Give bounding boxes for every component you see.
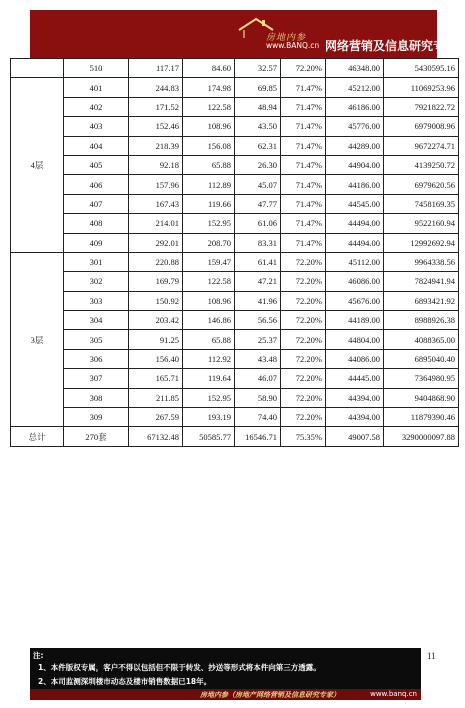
unit-cell: 308: [64, 388, 129, 407]
value-cell: 11879390.46: [384, 408, 459, 427]
value-cell: 112.89: [183, 175, 235, 194]
value-cell: 12992692.94: [384, 233, 459, 252]
unit-cell: 307: [64, 369, 129, 388]
value-cell: 32.57: [235, 59, 281, 78]
value-cell: 44545.00: [326, 194, 384, 213]
value-cell: 267.59: [129, 408, 183, 427]
value-cell: 46086.00: [326, 272, 384, 291]
value-cell: 122.58: [183, 97, 235, 116]
total-value-cell: 3290000097.88: [384, 427, 459, 446]
table-row: [11, 233, 459, 252]
value-cell: 83.31: [235, 233, 281, 252]
value-cell: 26.30: [235, 155, 281, 174]
table-row: [11, 252, 459, 271]
value-cell: 214.01: [129, 214, 183, 233]
table-row: [11, 408, 459, 427]
value-cell: 218.39: [129, 136, 183, 155]
value-cell: 174.98: [183, 78, 235, 97]
unit-cell: 406: [64, 175, 129, 194]
value-cell: 44445.00: [326, 369, 384, 388]
page-header: [30, 10, 458, 58]
value-cell: 4139250.72: [384, 155, 459, 174]
value-cell: 44804.00: [326, 330, 384, 349]
value-cell: 45676.00: [326, 291, 384, 310]
value-cell: 156.40: [129, 349, 183, 368]
value-cell: 48.94: [235, 97, 281, 116]
unit-cell: 301: [64, 252, 129, 271]
value-cell: 47.21: [235, 272, 281, 291]
value-cell: 5430595.16: [384, 59, 459, 78]
value-cell: 108.96: [183, 291, 235, 310]
value-cell: 167.43: [129, 194, 183, 213]
value-cell: 6893421.92: [384, 291, 459, 310]
value-cell: 71.47%: [281, 78, 326, 97]
footer-notes: [30, 648, 421, 700]
value-cell: 61.06: [235, 214, 281, 233]
value-cell: 6895040.40: [384, 349, 459, 368]
value-cell: 46348.00: [326, 59, 384, 78]
value-cell: 193.19: [183, 408, 235, 427]
value-cell: 169.79: [129, 272, 183, 291]
value-cell: 7364980.95: [384, 369, 459, 388]
table-row: [11, 388, 459, 407]
unit-cell: 407: [64, 194, 129, 213]
page-number: 11: [427, 651, 436, 661]
logo-text: 房地内参: [266, 32, 307, 42]
value-cell: 122.58: [183, 272, 235, 291]
value-cell: 171.52: [129, 97, 183, 116]
value-cell: 208.70: [183, 233, 235, 252]
value-cell: 117.17: [129, 59, 183, 78]
value-cell: 150.92: [129, 291, 183, 310]
unit-cell: 303: [64, 291, 129, 310]
value-cell: 152.95: [183, 388, 235, 407]
value-cell: 44394.00: [326, 408, 384, 427]
value-cell: 71.47%: [281, 214, 326, 233]
value-cell: 43.48: [235, 349, 281, 368]
value-cell: 56.56: [235, 311, 281, 330]
value-cell: 152.46: [129, 117, 183, 136]
value-cell: 8988926.38: [384, 311, 459, 330]
total-value-cell: 50585.77: [183, 427, 235, 446]
value-cell: 6979620.56: [384, 175, 459, 194]
value-cell: 69.85: [235, 78, 281, 97]
unit-cell: 305: [64, 330, 129, 349]
value-cell: 11069253.96: [384, 78, 459, 97]
value-cell: 9522160.94: [384, 214, 459, 233]
unit-cell: 405: [64, 155, 129, 174]
table-row: [11, 349, 459, 368]
total-value-cell: 49007.58: [326, 427, 384, 446]
value-cell: 43.50: [235, 117, 281, 136]
unit-cell: 408: [64, 214, 129, 233]
table-row: [11, 272, 459, 291]
value-cell: 44494.00: [326, 233, 384, 252]
value-cell: 61.41: [235, 252, 281, 271]
value-cell: 44086.00: [326, 349, 384, 368]
unit-cell: 309: [64, 408, 129, 427]
value-cell: 220.88: [129, 252, 183, 271]
value-cell: 65.88: [183, 330, 235, 349]
unit-cell: 306: [64, 349, 129, 368]
table-row: [11, 175, 459, 194]
value-cell: 72.20%: [281, 59, 326, 78]
total-units: 270套: [64, 427, 129, 446]
value-cell: 71.47%: [281, 136, 326, 155]
value-cell: 71.47%: [281, 155, 326, 174]
value-cell: 41.96: [235, 291, 281, 310]
value-cell: 44189.00: [326, 311, 384, 330]
value-cell: 9964338.56: [384, 252, 459, 271]
floor-cell: [11, 59, 64, 78]
total-value-cell: 67132.48: [129, 427, 183, 446]
unit-cell: 409: [64, 233, 129, 252]
value-cell: 157.96: [129, 175, 183, 194]
value-cell: 6979008.96: [384, 117, 459, 136]
table-row: [11, 194, 459, 213]
value-cell: 244.83: [129, 78, 183, 97]
floor-cell: 3层: [11, 252, 64, 427]
unit-cell: 510: [64, 59, 129, 78]
value-cell: 119.66: [183, 194, 235, 213]
unit-cell: 302: [64, 272, 129, 291]
value-cell: 7824941.94: [384, 272, 459, 291]
value-cell: 44394.00: [326, 388, 384, 407]
value-cell: 46.07: [235, 369, 281, 388]
table-row: [11, 117, 459, 136]
value-cell: 211.85: [129, 388, 183, 407]
value-cell: 7921822.72: [384, 97, 459, 116]
table-row: [11, 214, 459, 233]
unit-cell: 401: [64, 78, 129, 97]
value-cell: 146.86: [183, 311, 235, 330]
note-label: 注:: [33, 651, 44, 660]
unit-cell: 403: [64, 117, 129, 136]
value-cell: 92.18: [129, 155, 183, 174]
value-cell: 203.42: [129, 311, 183, 330]
value-cell: 44186.00: [326, 175, 384, 194]
value-cell: 44494.00: [326, 214, 384, 233]
value-cell: 72.20%: [281, 291, 326, 310]
value-cell: 71.47%: [281, 117, 326, 136]
total-value-cell: 16546.71: [235, 427, 281, 446]
value-cell: 62.31: [235, 136, 281, 155]
value-cell: 91.25: [129, 330, 183, 349]
logo-url: www.BANQ.cn: [266, 41, 320, 50]
value-cell: 65.88: [183, 155, 235, 174]
sales-table: [10, 58, 459, 447]
floor-cell: 4层: [11, 78, 64, 253]
footer-url: www.banq.cn: [370, 690, 417, 698]
table-row: [11, 136, 459, 155]
table-row: [11, 311, 459, 330]
value-cell: 45.07: [235, 175, 281, 194]
value-cell: 72.20%: [281, 252, 326, 271]
value-cell: 25.37: [235, 330, 281, 349]
value-cell: 72.20%: [281, 408, 326, 427]
table-row: [11, 97, 459, 116]
value-cell: 58.90: [235, 388, 281, 407]
value-cell: 72.20%: [281, 311, 326, 330]
table-body: [11, 59, 459, 447]
value-cell: 45112.00: [326, 252, 384, 271]
table-row: [11, 59, 459, 78]
value-cell: 46186.00: [326, 97, 384, 116]
unit-cell: 404: [64, 136, 129, 155]
value-cell: 44289.00: [326, 136, 384, 155]
value-cell: 165.71: [129, 369, 183, 388]
header-title: 网络营销及信息研究专家: [325, 39, 458, 53]
total-value-cell: 75.35%: [281, 427, 326, 446]
value-cell: 72.20%: [281, 369, 326, 388]
value-cell: 119.64: [183, 369, 235, 388]
value-cell: 84.60: [183, 59, 235, 78]
total-label: 总计: [11, 427, 64, 446]
value-cell: 72.20%: [281, 272, 326, 291]
value-cell: 108.96: [183, 117, 235, 136]
value-cell: 44904.00: [326, 155, 384, 174]
value-cell: 72.20%: [281, 330, 326, 349]
footer-brand: 房地内参（房地产网络营销及信息研究专家）: [200, 691, 340, 699]
note-item: 1、本件版权专属，客户不得以包括但不限于转发、抄送等形式将本件向第三方透露。: [38, 663, 321, 672]
value-cell: 71.47%: [281, 175, 326, 194]
value-cell: 112.92: [183, 349, 235, 368]
value-cell: 156.08: [183, 136, 235, 155]
value-cell: 71.47%: [281, 97, 326, 116]
value-cell: 72.20%: [281, 349, 326, 368]
value-cell: 7458169.35: [384, 194, 459, 213]
value-cell: 4088365.00: [384, 330, 459, 349]
value-cell: 71.47%: [281, 194, 326, 213]
table-row: [11, 155, 459, 174]
note-item: 2、本司监测深圳楼市动态及楼市销售数据已18年。: [38, 677, 212, 686]
value-cell: 9404868.90: [384, 388, 459, 407]
value-cell: 72.20%: [281, 388, 326, 407]
table-row: [11, 330, 459, 349]
value-cell: 47.77: [235, 194, 281, 213]
value-cell: 45212.00: [326, 78, 384, 97]
total-row: [11, 427, 459, 446]
unit-cell: 304: [64, 311, 129, 330]
table-row: [11, 78, 459, 97]
value-cell: 74.40: [235, 408, 281, 427]
value-cell: 71.47%: [281, 233, 326, 252]
footer-band: [30, 689, 421, 700]
unit-cell: 402: [64, 97, 129, 116]
value-cell: 159.47: [183, 252, 235, 271]
value-cell: 45776.00: [326, 117, 384, 136]
value-cell: 9672274.71: [384, 136, 459, 155]
value-cell: 152.95: [183, 214, 235, 233]
table-row: [11, 291, 459, 310]
table-row: [11, 369, 459, 388]
value-cell: 292.01: [129, 233, 183, 252]
